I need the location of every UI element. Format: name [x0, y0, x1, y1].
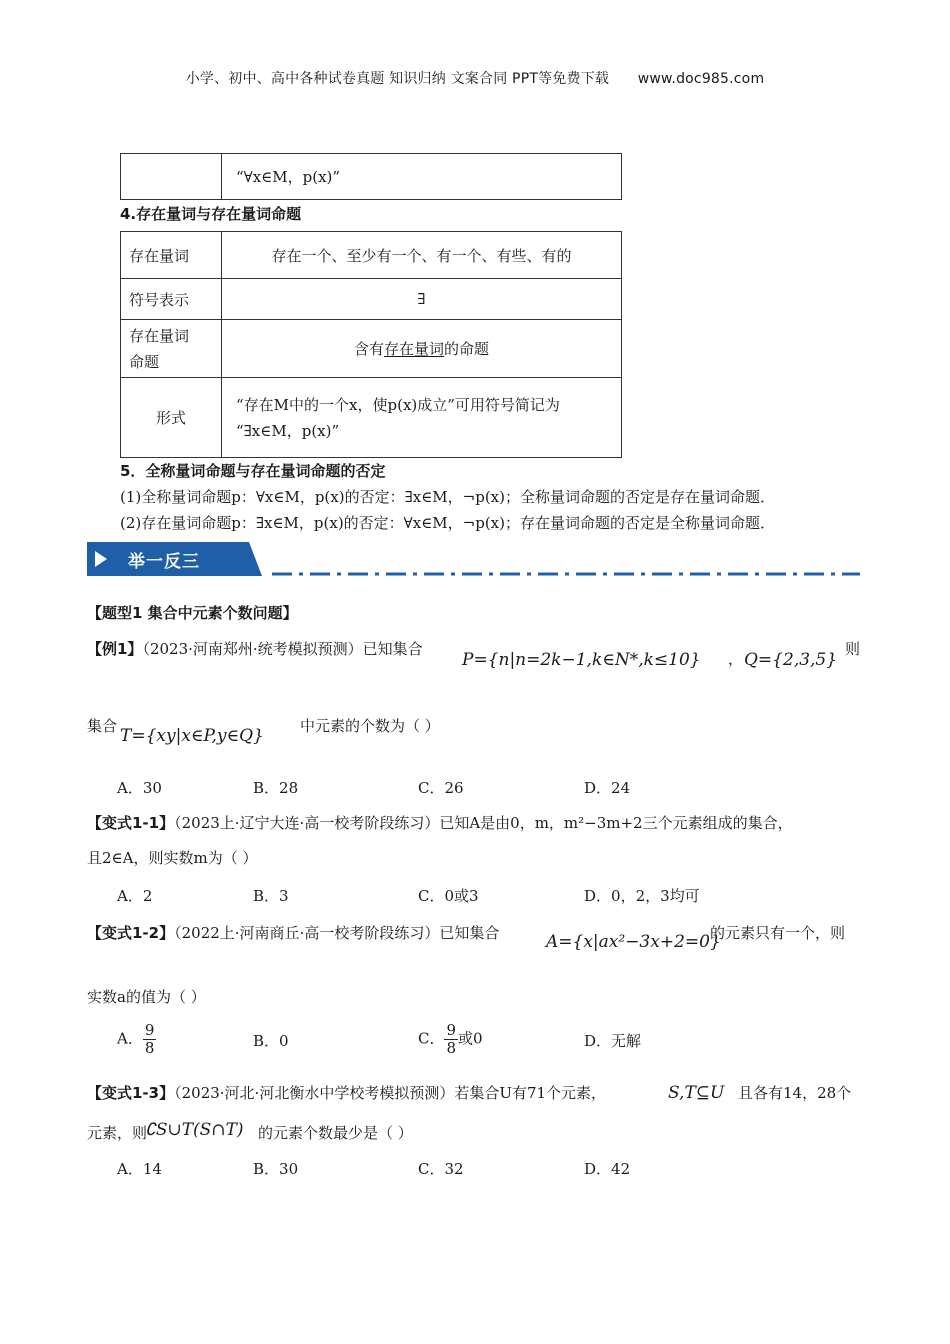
row-label: 符号表示: [121, 279, 222, 320]
ex1-setT: T={xy|x∈P,y∈Q}: [120, 726, 264, 746]
ex1-option-a[interactable]: A．30: [117, 779, 162, 797]
row-content: ∃: [222, 279, 622, 320]
row-content-post: 的命题: [444, 340, 490, 358]
header-url[interactable]: www.doc985.com: [637, 71, 765, 87]
banner-dashed-line: [272, 572, 860, 576]
table-row: [121, 378, 622, 458]
v12-option-c-fraction: $\frac{9}{8}$: [446, 1021, 457, 1057]
v12-tag: 【变式1-2】: [87, 924, 175, 942]
v12-line2: 实数a的值为（ ）: [87, 988, 206, 1006]
ex1-line2-pre: 集合: [87, 717, 118, 735]
forall-form-text: “∀x∈M，p(x)”: [236, 168, 341, 186]
ex1-setP: P={n|n=2k−1,k∈N*,k≤10}: [462, 650, 701, 670]
v11-option-a[interactable]: A．2: [117, 887, 153, 905]
v13-math1: S,T⊆U: [668, 1083, 725, 1103]
section4-title: 4.存在量词与存在量词命题: [120, 205, 302, 223]
ex1-option-c[interactable]: C．26: [418, 779, 464, 797]
v11-option-d[interactable]: D．0，2，3均可: [584, 887, 700, 905]
v13-option-b[interactable]: B．30: [253, 1160, 299, 1178]
ex1-line2-post: 中元素的个数为（ ）: [300, 717, 440, 735]
v12-post: 的元素只有一个，则: [710, 924, 846, 942]
table-row: [121, 279, 622, 320]
ex1-line1: [87, 638, 423, 659]
row-label: 存在量词: [121, 232, 222, 279]
v12-option-c-post: 或0: [458, 1029, 483, 1048]
v12-option-b[interactable]: B．0: [253, 1032, 289, 1050]
v13-text: （2023·河北·河北衡水中学校考模拟预测）若集合U有71个元素，: [174, 1084, 607, 1102]
table-row: [121, 232, 622, 279]
v11-text: （2023上·辽宁大连·高一校考阶段练习）已知A是由0，m，m²−3m+2三个元素组成的集合，: [174, 814, 793, 832]
row-content: [222, 378, 622, 458]
v12-line1: [87, 922, 499, 943]
v12-option-c-label: C．: [418, 1029, 445, 1048]
header-text: 小学、初中、高中各种试卷真题 知识归纳 文案合同 PPT等免费下载: [185, 71, 610, 87]
v13-line2-pre: 元素，则: [87, 1124, 148, 1142]
v13-text2: 且各有14，28个: [738, 1084, 852, 1102]
form-line2: “∃x∈M，p(x)”: [236, 421, 340, 440]
type1-title: 【题型1 集合中元素个数问题】: [87, 604, 298, 622]
v13-option-c[interactable]: C．32: [418, 1160, 464, 1178]
v12-option-d[interactable]: D．无解: [584, 1032, 642, 1050]
ex1-option-b[interactable]: B．28: [253, 779, 299, 797]
form-line1: “存在M中的一个x，使p(x)成立”可用符号简记为: [236, 395, 560, 414]
row-label: [121, 320, 222, 378]
v11-line2: 且2∈A，则实数m为（ ）: [87, 849, 258, 867]
section5-title: 5．全称量词命题与存在量词命题的否定: [120, 462, 386, 480]
row-content-underlined: 存在量词: [383, 340, 444, 358]
v13-line2-post: 的元素个数最少是（ ）: [258, 1124, 413, 1142]
v12-setA: A={x|ax²−3x+2=0}: [546, 932, 721, 952]
v12-option-c[interactable]: [418, 1022, 483, 1057]
row-label-line1: 存在量词: [129, 326, 190, 345]
forall-form-label: [121, 154, 222, 200]
v11-option-b[interactable]: B．3: [253, 887, 289, 905]
ex1-then: ，则: [830, 640, 861, 658]
v11-tag: 【变式1-1】: [87, 814, 175, 832]
v11-option-c[interactable]: C．0或3: [418, 887, 479, 905]
ex1-setQ: Q={2,3,5}: [744, 650, 838, 670]
v12-text: （2022上·河南商丘·高一校考阶段练习）已知集合: [174, 924, 500, 942]
v12-option-a-fraction: $\frac{9}{8}$: [144, 1021, 155, 1057]
row-content: 存在一个、至少有一个、有一个、有些、有的: [222, 232, 622, 279]
page-header: [0, 68, 950, 88]
row-content-pre: 含有: [353, 340, 384, 358]
section5-line1: (1)全称量词命题p：∀x∈M，p(x)的否定：∃x∈M，¬p(x)；全称量词命题的否定是存在量词命题．: [120, 488, 775, 506]
ex1-sep: ，: [728, 650, 744, 668]
exists-table: [120, 231, 622, 458]
ex1-source: （2023·河南郑州·统考模拟预测）已知集合: [142, 640, 423, 658]
ex1-tag: 【例1】: [87, 640, 143, 658]
v13-tag: 【变式1-3】: [87, 1084, 175, 1102]
v11-line1: [87, 812, 793, 833]
v13-option-a[interactable]: A．14: [117, 1160, 162, 1178]
row-label-line2: 命题: [129, 352, 160, 371]
forall-table-tail: [120, 153, 622, 200]
ex1-option-d[interactable]: D．24: [584, 779, 631, 797]
v12-option-a[interactable]: [117, 1022, 156, 1057]
v13-line1: [87, 1082, 606, 1103]
section5-line2: (2)存在量词命题p：∃x∈M，p(x)的否定：∀x∈M，¬p(x)；存在量词命题的否定是全称量词命题．: [120, 514, 775, 532]
v13-math2: ∁S∪T(S∩T): [145, 1120, 244, 1140]
row-content: [222, 320, 622, 378]
v13-option-d[interactable]: D．42: [584, 1160, 631, 1178]
v12-option-a-label: A．: [117, 1029, 143, 1048]
forall-form-cell: [222, 154, 622, 200]
banner-title: 举一反三: [128, 552, 200, 572]
row-label: 形式: [121, 378, 222, 458]
table-row: [121, 320, 622, 378]
